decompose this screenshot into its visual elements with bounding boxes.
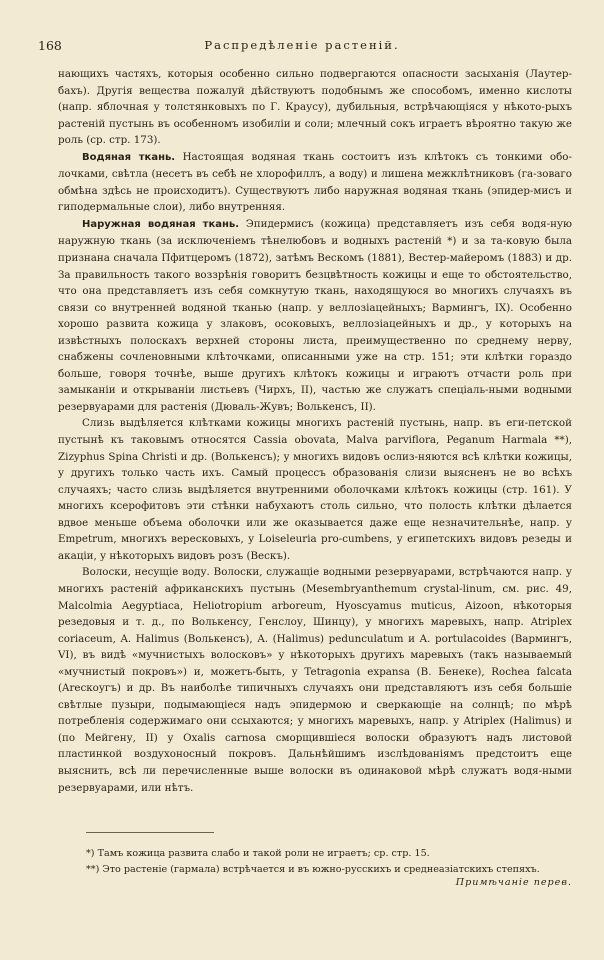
section-heading: Наружная водяная ткань. xyxy=(82,218,240,230)
paragraph-water-tissue xyxy=(58,149,572,216)
running-title: Распредѣленіе растеній. xyxy=(204,38,400,52)
page-number: 168 xyxy=(38,38,62,53)
page-header xyxy=(38,38,566,56)
paragraph-outer-water-tissue xyxy=(58,216,572,416)
paragraph-water-hairs: Волоски, несущіе воду. Волоски, служащіе водными резервуарами, встрѣчаются напр. у многихъ растеній африканскихъ пустынь (Mesembryanthemum crystal-linum, см. рис. 49, Malcolmia Aegyptiaca, Heliotropium arboreum, Hyoscyamus muticus, Aizoon, нѣкоторыя резедовыя и т. д., по Волькенсу, Генслоу, Шинцу), у многихъ маревыхъ, напр. Atriplex coriaceum, A. Halimus (Волькенсъ), A. (Halimus) pedunculatum и A. portulacoides (Вармингъ, VI), въ видѣ «мучнистыхъ волосковъ» у нѣкоторыхъ другихъ маревыхъ (такъ называемый «мучнистый покровъ») и, можетъ-быть, у Tetragonia expansa (В. Бенеке), Rochea falcata (Areскоугъ) и др. Въ наиболѣе типичныхъ случаяхъ они представляютъ изъ себя большіе свѣтлые пузыри, подымающіеся надъ эпидермою и сверкающіе на солнцѣ; по мѣрѣ потребленія содержимаго они ссыхаются; у многихъ маревыхъ, напр. у Atriplex (Halimus) и (по Мейгену, II) у Oxalis carnosa сморщившіеся волоски образуютъ надъ листовой пластинкой воздухоносный покровъ. Дальнѣйшимъ изслѣдованіямъ предстоитъ еще выяснить, всѣ ли перечисленные выше волоски въ одинаковой мѣрѣ служатъ водя-ными резервуарами, или нѣтъ. xyxy=(58,566,572,794)
paragraph-text: Эпидермисъ (кожица) представляетъ изъ себя водя-ную наружную ткань (за исключеніемъ тѣнелюбовъ и водныхъ растеній *) и за та-ковую была признана сначала Пфитцеромъ (1872), затѣмъ Вескомъ (1881), Вестер-майеромъ (1883) и др. За правильность такого воззрѣнія говоритъ безцвѣтность кожицы и еще то обстоятельство, что она представляетъ изъ себя сомкнутую ткань, находящуюся во многихъ случаяхъ въ связи со внутренней водяной тканью (напр. у веллозіацейныхъ; Вармингъ, IX). Особенно хорошо развита кожица у злаковъ, осоковыхъ, веллозіацейныхъ и др., у которыхъ на извѣстныхъ полоскахъ верхней стороны листа, преимущественно по среднему нерву, снабжены сочленовными клѣточками, описанными уже на стр. 151; эти клѣтки гораздо больше, говоря точнѣе, выше другихъ клѣтокъ кожицы и играютъ отчасти роль при замыканіи и открываніи листьевъ (Чирхъ, II), частью же служатъ спеціаль-ными водными резервуарами для растенія (Дюваль-Жувъ; Волькенсъ, II). xyxy=(58,217,573,413)
footnote: *) Тамъ кожица развита слабо и такой роли не играетъ; ср. стр. 15. xyxy=(86,848,430,859)
paragraph-mucilage: Слизь выдѣляется клѣтками кожицы многихъ растеній пустынь, напр. въ еги-петской пустынѣ къ таковымъ относятся Cassia obovata, Malva parviflora, Peganum Harmala **), Zizyphus Spina Christi и др. (Волькенсъ); у многихъ видовъ ослиз-няются всѣ клѣтки кожицы, у другихъ только часть ихъ. Самый процессъ образованія слизи выясненъ не во всѣхъ случаяхъ; часто слизь выдѣляется внутренними оболочками клѣтокъ кожицы (стр. 161). У многихъ ксерофитовъ эти стѣнки набухаютъ столь сильно, что полость клѣтки дѣлается вдвое меньше объема оболочки или же оказывается даже еще незначительнѣе, напр. у Empetrum, многихъ вересковыхъ, у Loiseleuria pro-cumbens, у египетскихъ видовъ резеды и акаціи, у нѣкоторыхъ видовъ розъ (Вескъ). xyxy=(58,417,572,562)
body-text xyxy=(58,66,572,796)
translator-note: Примѣчаніе перев. xyxy=(455,877,572,888)
paragraph-text: Настоящая водяная ткань состоитъ изъ клѣтокъ съ тонкими обо-лочками, свѣтла (несетъ въ себѣ не хлорофиллъ, а воду) и лишена межклѣтниковъ (га-зоваго обмѣна здѣсь не происходитъ). Существуютъ либо наружная водяная ткань (эпидер-мисъ и гиподермальные слои), либо внутренняя. xyxy=(58,150,572,214)
paragraph-continuation: нающихъ частяхъ, которыя особенно сильно подвергаются опасности засыханія (Лаутер-бахъ). Другія вещества пожалуй дѣйствуютъ подобнымъ же способомъ, именно кислоты (напр. яблочная у толстянковыхъ по Г. Краусу), дубильныя, встрѣчающіяся у нѣкото-рыхъ растеній пустынь въ особенномъ изобиліи и соли; млечный сокъ играетъ вѣроятно такую же роль (ср. стр. 173). xyxy=(58,68,572,147)
footnote-divider xyxy=(86,832,214,833)
footnote: **) Это растеніе (гармала) встрѣчается и въ южно-русскихъ и среднеазіатскихъ степяхъ. xyxy=(86,863,540,875)
section-heading: Водяная ткань. xyxy=(82,151,176,163)
footnotes xyxy=(86,846,586,877)
